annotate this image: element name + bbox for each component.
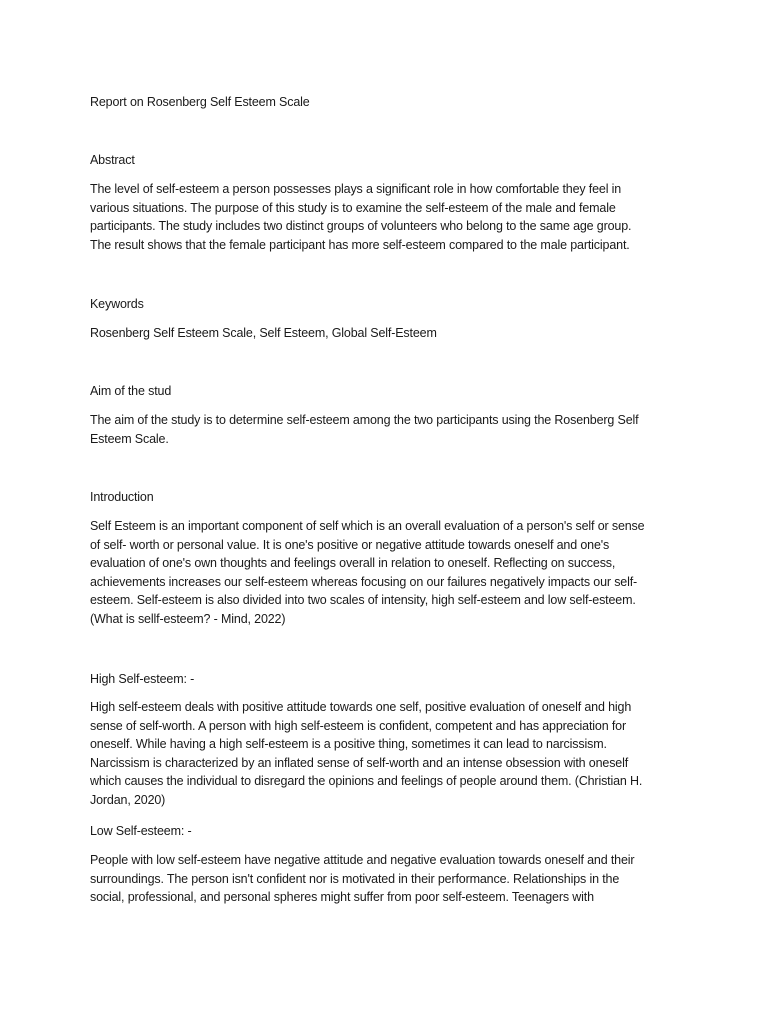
introduction-line: of self- worth or personal value. It is one's positive or negative attitude towards oneself and one's — [90, 537, 610, 552]
introduction-heading: Introduction — [90, 490, 154, 504]
high-self-esteem-line: oneself. While having a high self-esteem is a positive thing, sometimes it can lead to narcissism. — [90, 737, 607, 751]
high-self-esteem-paragraph — [90, 698, 678, 809]
low-self-esteem-line: social, professional, and personal spheres might suffer from poor self-esteem. Teenagers with — [90, 890, 594, 904]
abstract-line: various situations. The purpose of this study is to examine the self-esteem of the male and female — [90, 200, 616, 215]
introduction-paragraph — [90, 517, 678, 628]
abstract-line: The result shows that the female participant has more self-esteem compared to the male participant. — [90, 237, 630, 252]
aim-line: The aim of the study is to determine self-esteem among the two participants using the Rosenberg Self — [90, 413, 639, 427]
introduction-line: Self Esteem is an important component of self which is an overall evaluation of a person's self or sense — [90, 519, 645, 533]
introduction-line: esteem. Self-esteem is also divided into two scales of intensity, high self-esteem and low self-esteem. — [90, 593, 636, 607]
high-self-esteem-line: which causes the individual to disregard the opinions and feelings of people around them. (Christian H. — [90, 774, 643, 788]
keywords-heading: Keywords — [90, 297, 144, 311]
high-self-esteem-line: sense of self-worth. A person with high self-esteem is confident, competent and has appreciation for — [90, 718, 627, 733]
aim-heading: Aim of the stud — [90, 384, 172, 398]
low-self-esteem-paragraph — [90, 851, 678, 907]
abstract-paragraph — [90, 180, 678, 254]
keywords-text: Rosenberg Self Esteem Scale, Self Esteem, Global Self-Esteem — [90, 326, 437, 340]
abstract-line: participants. The study includes two distinct groups of volunteers who belong to the same age group. — [90, 219, 632, 233]
introduction-line: achievements increases our self-esteem whereas focusing on our failures negatively impacts our self- — [90, 574, 638, 589]
aim-line: Esteem Scale. — [90, 431, 169, 446]
low-self-esteem-line: People with low self-esteem have negative attitude and negative evaluation towards oneself and their — [90, 853, 635, 867]
introduction-line: evaluation of one's own thoughts and feelings overall in relation to oneself. Reflecting on success, — [90, 556, 616, 570]
low-self-esteem-heading: Low Self-esteem: - — [90, 824, 192, 838]
high-self-esteem-line: High self-esteem deals with positive attitude towards one self, positive evaluation of oneself and high — [90, 700, 632, 714]
abstract-heading: Abstract — [90, 153, 135, 167]
high-self-esteem-line: Narcissism is characterized by an inflated sense of self-worth and an intense obsession with oneself — [90, 755, 629, 770]
high-self-esteem-heading: High Self-esteem: - — [90, 672, 195, 686]
high-self-esteem-line: Jordan, 2020) — [90, 792, 166, 807]
low-self-esteem-line: surroundings. The person isn't confident nor is motivated in their performance. Relationships in the — [90, 871, 620, 886]
aim-paragraph — [90, 411, 678, 448]
introduction-line: (What is sellf-esteem? - Mind, 2022) — [90, 611, 286, 626]
document-title: Report on Rosenberg Self Esteem Scale — [90, 95, 310, 109]
abstract-line: The level of self-esteem a person possesses plays a significant role in how comfortable they feel in — [90, 182, 622, 196]
